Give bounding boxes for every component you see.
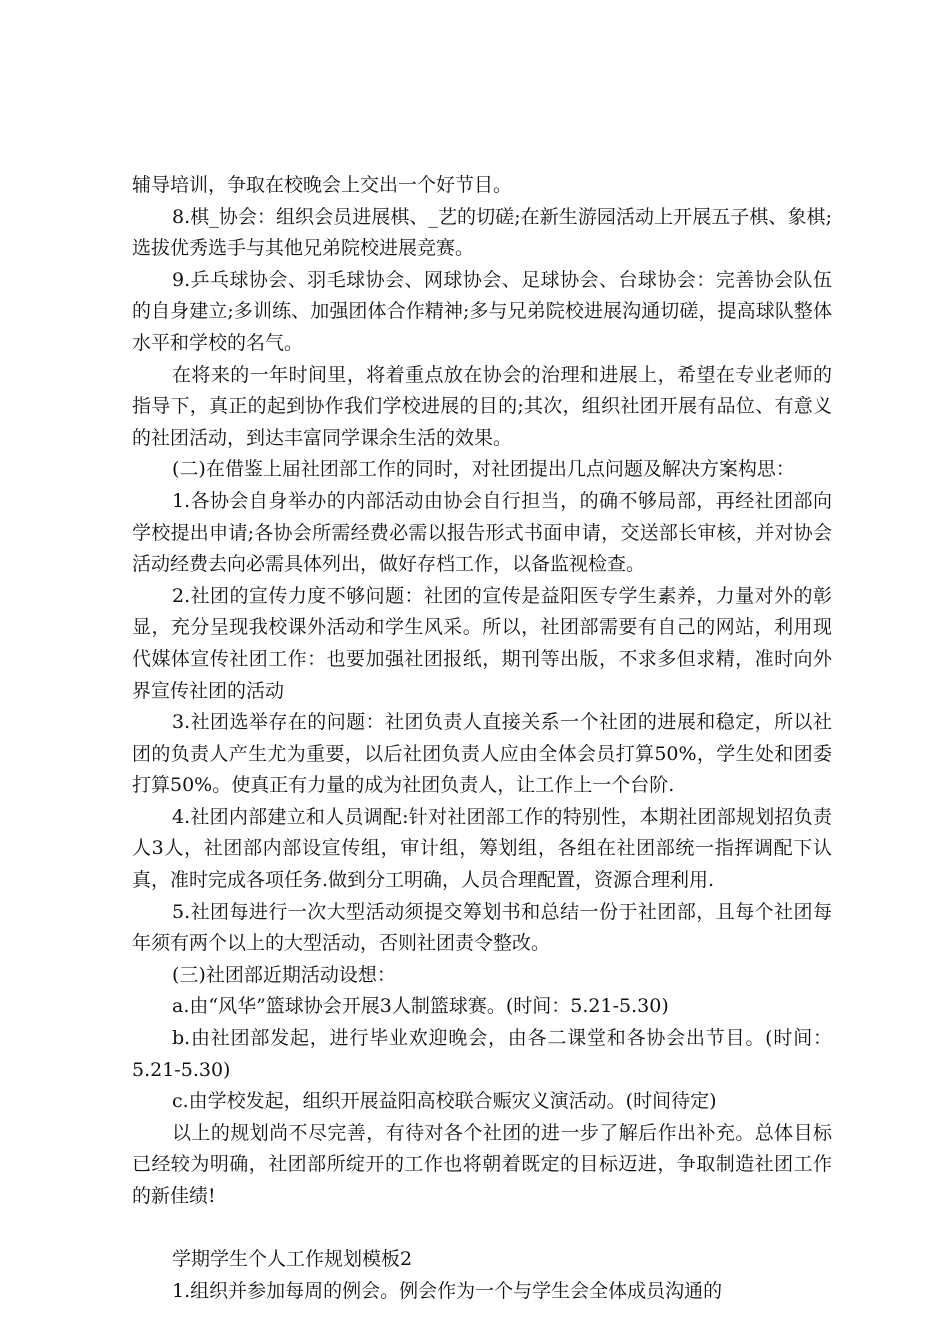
paragraph: (三)社团部近期活动设想： — [172, 963, 396, 986]
paragraph: 以上的规划尚不尽完善，有待对各个社团的进一步了解后作出补充。总体目标已经较为明确，社团部所绽开的工作也将朝着既定的目标迈进，争取制造社团工作的新佳绩! — [132, 1121, 832, 1207]
paragraph: 1.组织并参加每周的例会。例会作为一个与学生会全体成员沟通的 — [172, 1279, 723, 1302]
blank-line — [132, 1213, 832, 1245]
paragraph: 8.棋_协会：组织会员进展棋、_艺的切磋;在新生游园活动上开展五子棋、象棋;选拔优秀选手与其他兄弟院校进展竞赛。 — [132, 205, 832, 260]
paragraph: 3.社团选举存在的问题：社团负责人直接关系一个社团的进展和稳定，所以社团的负责人产生尤为重要，以后社团负责人应由全体会员打算50%，学生处和团委打算50%。使真正有力量的成为社团负责人，让工作上一个台阶. — [132, 711, 832, 797]
paragraph: 在将来的一年时间里，将着重点放在协会的治理和进展上，希望在专业老师的指导下，真正的起到协作我们学校进展的目的;其次，组织社团开展有品位、有意义的社团活动，到达丰富同学课余生活的效果。 — [132, 363, 832, 449]
paragraph: a.由“风华”篮球协会开展3人制篮球赛。(时间：5.21-5.30) — [172, 995, 669, 1018]
paragraph: 4.社团内部建立和人员调配:针对社团部工作的特别性，本期社团部规划招负责人3人，社团部内部设宣传组，审计组，筹划组，各组在社团部统一指挥调配下认真，准时完成各项任务.做到分工明确，人员合理配置，资源合理利用. — [132, 805, 832, 892]
section-heading: 学期学生个人工作规划模板2 — [172, 1248, 413, 1271]
paragraph: c.由学校发起，组织开展益阳高校联合赈灾义演活动。(时间待定) — [172, 1090, 717, 1113]
paragraph: 9.乒乓球协会、羽毛球协会、网球协会、足球协会、台球协会：完善协会队伍的自身建立;多训练、加强团体合作精神;多与兄弟院校进展沟通切磋，提高球队整体水平和学校的名气。 — [132, 268, 832, 354]
paragraph: 5.社团每进行一次大型活动须提交筹划书和总结一份于社团部，且每个社团每年须有两个以上的大型活动，否则社团责令整改。 — [132, 900, 832, 955]
paragraph: b.由社团部发起，进行毕业欢迎晚会，由各二课堂和各协会出节目。(时间：5.21-5.30) — [132, 1027, 832, 1081]
document-page — [132, 170, 832, 1307]
paragraph: 1.各协会自身举办的内部活动由协会自行担当，的确不够局部，再经社团部向学校提出申请;各协会所需经费必需以报告形式书面申请，交送部长审核，并对协会活动经费去向必需具体列出，做好存档工作，以备监视检查。 — [132, 489, 832, 576]
paragraph: 辅导培训，争取在校晚会上交出一个好节目。 — [132, 174, 513, 196]
paragraph: (二)在借鉴上届社团部工作的同时，对社团提出几点问题及解决方案构思： — [172, 458, 795, 481]
paragraph: 2.社团的宣传力度不够问题：社团的宣传是益阳医专学生素养，力量对外的彰显，充分呈现我校课外活动和学生风采。所以，社团部需要有自己的网站，利用现代媒体宣传社团工作：也要加强社团报纸，期刊等出版，不求多但求精，准时向外界宣传社团的活动 — [132, 584, 832, 702]
